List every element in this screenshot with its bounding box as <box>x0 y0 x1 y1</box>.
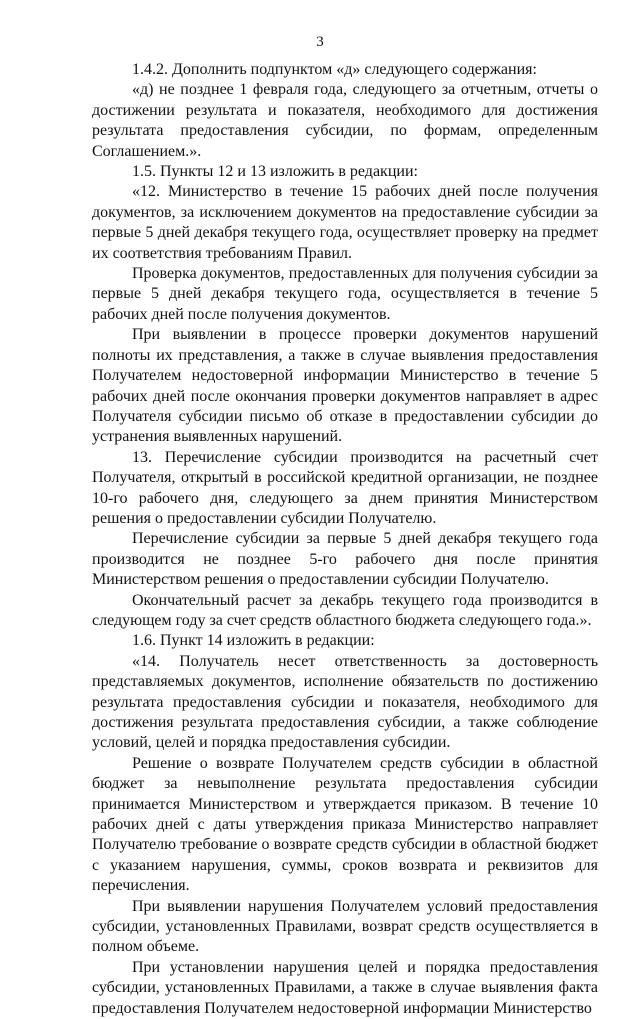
page-number: 3 <box>316 34 324 50</box>
paragraph-point-12: «12. Министерство в течение 15 рабочих дней после получения документов, за исключением документов на предоставление субсидии за первые 5 дней декабря текущего года, осуществляет проверку на предмет их соответствия требованиям Правил. <box>92 183 598 262</box>
paragraph-1-6: 1.6. Пункт 14 изложить в редакции: <box>132 632 375 650</box>
paragraph-1-4-2: 1.4.2. Дополнить подпунктом «д» следующего содержания: <box>132 61 537 78</box>
paragraph-point-13: 13. Перечисление субсидии производится на расчетный счет Получателя, открытый в российской кредитной организации, не позднее 10-го рабочего дня, следующего за днем принятия Министерством решения о предоставлении субсидии Получателю. <box>92 448 598 527</box>
paragraph-subitem-d: «д) не позднее 1 февраля года, следующего за отчетным, отчеты о достижении результата и показателя, необходимого для достижения результата предоставления субсидии, по формам, определенным Соглашением.». <box>92 81 598 160</box>
paragraph-1-5: 1.5. Пункты 12 и 13 изложить в редакции: <box>132 163 418 181</box>
paragraph-goal-violation: При установлении нарушения целей и порядка предоставления субсидии, установленных Правилами, а также в случае выявления факта предоставления Получателем недостоверной информации Министерство <box>92 958 598 1017</box>
paragraph-violations: При выявлении в процессе проверки документов нарушений полноты их представления, а также в случае выявления предоставления Получателем недостоверной информации Министерство в течение 5 рабочих дней после окончания проверки документов направляет в адрес Получателя субсидии письмо об отказе в предоставлении субсидии до устранения выявленных нарушений. <box>92 326 598 446</box>
paragraph-full-refund: При выявлении нарушения Получателем условий предоставления субсидии, установленных Правилами, возврат средств осуществляется в полном объеме. <box>92 897 598 956</box>
paragraph-check-december: Проверка документов, предоставленных для получения субсидии за первые 5 дней декабря текущего года, осуществляется в течение 5 рабочих дней после получения документов. <box>92 265 598 323</box>
document-body <box>92 60 598 1019</box>
paragraph-refund-decision: Решение о возврате Получателем средств субсидии в областной бюджет за невыполнение результата предоставления субсидии принимается Министерством и утверждается приказом. В течение 10 рабочих дней с даты утверждения приказа Министерство направляет Получателю требование о возврате средств субсидии в областной бюджет с указанием нарушения, суммы, сроков возврата и реквизитов для перечисления. <box>92 754 598 895</box>
paragraph-final-settlement: Окончательный расчет за декабрь текущего года производится в следующем году за счет средств областного бюджета следующего года.». <box>92 591 598 629</box>
paragraph-transfer-december: Перечисление субсидии за первые 5 дней декабря текущего года производится не позднее 5-го рабочего дня после принятия Министерством решения о предоставлении субсидии Получателю. <box>92 530 598 589</box>
paragraph-point-14: «14. Получатель несет ответственность за достоверность представляемых документов, исполнение обязательств по достижению результата предоставления субсидии и показателя, необходимого для достижения результата предоставления субсидии, а также соблюдение условий, целей и порядка предоставления субсидии. <box>92 652 598 752</box>
